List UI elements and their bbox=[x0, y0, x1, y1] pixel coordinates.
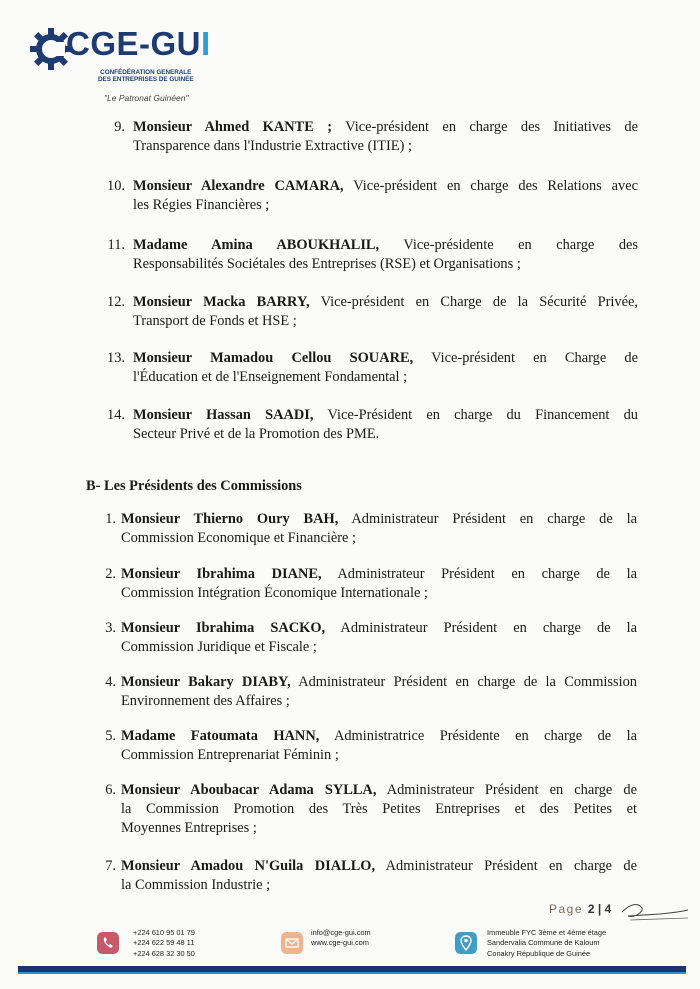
item-text bbox=[133, 349, 638, 387]
person-name: Monsieur Ibrahima SACKO, bbox=[121, 620, 326, 636]
footer-bar-light bbox=[18, 972, 686, 974]
person-name: Monsieur Macka BARRY, bbox=[133, 294, 310, 310]
item-number: 10. bbox=[107, 178, 125, 194]
item-line-2: Commission Entreprenariat Féminin ; bbox=[121, 747, 339, 763]
item-text bbox=[133, 177, 638, 215]
location-icon bbox=[455, 932, 477, 954]
item-line-1 bbox=[121, 857, 637, 876]
item-line-2: l'Éducation et de l'Enseignement Fondamental ; bbox=[133, 369, 408, 385]
cge-gui-logo bbox=[28, 20, 211, 103]
organization-name: CONFÉDÉRATION GENERALE DES ENTREPRISES DE GUINÉE bbox=[98, 69, 194, 83]
item-line-2: Secteur Privé et de la Promotion des PME. bbox=[133, 426, 380, 442]
person-name: Madame Fatoumata HANN, bbox=[121, 728, 320, 744]
item-line-2: Environnement des Affaires ; bbox=[121, 693, 290, 709]
item-number: 7. bbox=[105, 858, 116, 874]
person-name: Monsieur Aboubacar Adama SYLLA, bbox=[121, 782, 377, 798]
footer-address: Immeuble FYC 3ème et 4ème étage Sandervalia Commune de Kaloum Conakry République de Guinée bbox=[487, 928, 607, 958]
item-number: 14. bbox=[107, 407, 125, 423]
item-line-2: Responsabilités Sociétales des Entreprises (RSE) et Organisations ; bbox=[133, 256, 521, 272]
person-name: Monsieur Amadou N'Guila DIALLO, bbox=[121, 858, 376, 874]
item-text bbox=[121, 727, 637, 765]
item-text bbox=[133, 118, 638, 156]
item-text bbox=[121, 781, 637, 838]
item-text bbox=[121, 673, 637, 711]
item-number: 5. bbox=[105, 728, 116, 744]
role-text: Vice-présidente en charge des bbox=[403, 237, 639, 253]
section-b-title: B- Les Présidents des Commissions bbox=[86, 478, 302, 494]
item-line-1 bbox=[121, 510, 637, 529]
slogan: "Le Patronat Guinéen" bbox=[104, 93, 189, 103]
item-line-1 bbox=[121, 565, 637, 584]
item-line-2: Commission Intégration Économique Internationale ; bbox=[121, 585, 428, 601]
person-name: Monsieur Mamadou Cellou SOUARE, bbox=[133, 350, 414, 366]
role-text: Vice-président en charge des Initiatives de bbox=[345, 119, 639, 135]
item-line-1 bbox=[133, 349, 638, 368]
role-text: Administrateur Président en charge de bbox=[386, 782, 637, 798]
role-text: Administrateur Président en charge de la Commission bbox=[298, 674, 637, 690]
item-line-1 bbox=[121, 619, 637, 638]
role-text: Vice-président en Charge de bbox=[431, 350, 638, 366]
item-line-2: la Commission Industrie ; bbox=[121, 877, 271, 893]
item-line-2: les Régies Financières ; bbox=[133, 197, 270, 213]
item-line-1 bbox=[133, 236, 638, 255]
role-text: Administrateur Président en charge de la bbox=[340, 620, 637, 636]
item-number: 4. bbox=[105, 674, 116, 690]
role-text: Vice-Président en charge du Financement du bbox=[327, 407, 639, 423]
footer-web: info@cge-gui.com www.cge-gui.com bbox=[311, 928, 371, 948]
item-number: 12. bbox=[107, 294, 125, 310]
item-text bbox=[121, 510, 637, 548]
item-text bbox=[133, 236, 638, 274]
item-line-1 bbox=[133, 406, 638, 425]
item-text bbox=[121, 619, 637, 657]
item-text bbox=[121, 857, 637, 895]
role-text: Administratrice Présidente en charge de la bbox=[333, 728, 637, 744]
item-line-2: la Commission Promotion des Très Petites Entreprises et des Petites et bbox=[121, 801, 637, 817]
role-text: Administrateur Président en charge de bbox=[385, 858, 637, 874]
item-line-1 bbox=[121, 727, 637, 746]
item-line-2: Transport de Fonds et HSE ; bbox=[133, 313, 297, 329]
item-number: 3. bbox=[105, 620, 116, 636]
item-number: 9. bbox=[114, 119, 125, 135]
item-number: 1. bbox=[105, 511, 116, 527]
item-number: 11. bbox=[107, 237, 125, 253]
role-text: Vice-président en Charge de la Sécurité Privée, bbox=[320, 294, 638, 310]
person-name: Monsieur Thierno Oury BAH, bbox=[121, 511, 339, 527]
role-text: Administrateur Président en charge de la bbox=[337, 566, 637, 582]
mail-icon bbox=[281, 932, 303, 954]
page-number: Page 2 | 4 bbox=[549, 902, 612, 916]
item-line-1 bbox=[133, 177, 638, 196]
item-line-1 bbox=[121, 781, 637, 800]
person-name: Monsieur Ibrahima DIANE, bbox=[121, 566, 322, 582]
item-line-1 bbox=[133, 118, 638, 137]
person-name: Monsieur Ahmed KANTE ; bbox=[133, 119, 333, 135]
role-text: Administrateur Président en charge de la bbox=[351, 511, 637, 527]
person-name: Monsieur Bakary DIABY, bbox=[121, 674, 291, 690]
signature-mark bbox=[620, 898, 690, 922]
phone-icon bbox=[97, 932, 119, 954]
item-line-1 bbox=[121, 673, 637, 692]
item-number: 2. bbox=[105, 566, 116, 582]
item-text bbox=[133, 293, 638, 331]
person-name: Madame Amina ABOUKHALIL, bbox=[133, 237, 380, 253]
brand-wordmark: CGE-GUI bbox=[66, 25, 211, 62]
item-line-1 bbox=[133, 293, 638, 312]
item-number: 13. bbox=[107, 350, 125, 366]
item-line-2: Commission Juridique et Fiscale ; bbox=[121, 639, 317, 655]
person-name: Monsieur Alexandre CAMARA, bbox=[133, 178, 344, 194]
footer-phones: +224 610 95 01 79 +224 622 59 48 11 +224 628 32 30 50 bbox=[133, 928, 195, 958]
item-text bbox=[121, 565, 637, 603]
item-text bbox=[133, 406, 638, 444]
item-number: 6. bbox=[105, 782, 116, 798]
item-line-3: Moyennes Entreprises ; bbox=[121, 820, 257, 836]
person-name: Monsieur Hassan SAADI, bbox=[133, 407, 314, 423]
item-line-2: Transparence dans l'Industrie Extractive (ITIE) ; bbox=[133, 138, 412, 154]
role-text: Vice-président en charge des Relations avec bbox=[353, 178, 638, 194]
item-line-2: Commission Economique et Financière ; bbox=[121, 530, 357, 546]
